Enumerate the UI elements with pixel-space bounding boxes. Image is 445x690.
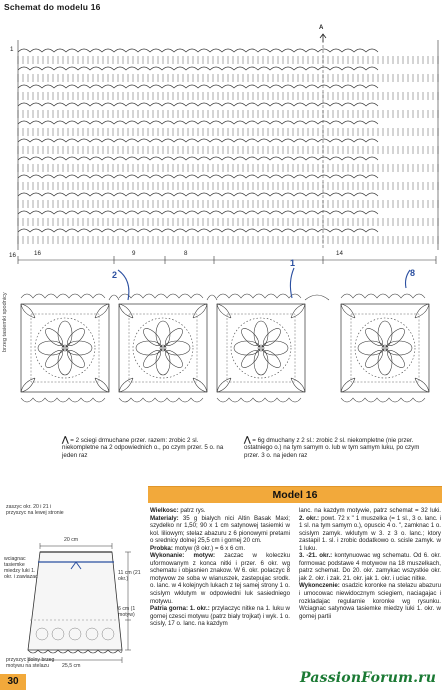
round-2-paragraph	[299, 507, 441, 552]
rounds-3-21-paragraph	[299, 552, 441, 582]
lace-rows	[18, 34, 438, 264]
top-marker: A	[319, 25, 324, 31]
stitch-count-8: 8	[184, 250, 188, 257]
round-2-label: 2. okr.:	[299, 514, 320, 522]
model-title: Model 16	[272, 489, 318, 501]
motif-label-2: 2	[112, 270, 118, 280]
row-number-1: 1	[10, 46, 14, 53]
instructions-column-1	[150, 507, 290, 628]
model-banner	[148, 486, 442, 503]
skirt-height-lower: 6 cm (1 motyw)	[118, 606, 136, 618]
legend-right	[244, 436, 434, 459]
motif-label-8: 8	[410, 268, 416, 278]
skirt-left-note: wciagnac tasiemke miedzy luki 1. okr. i zawiazac	[4, 556, 38, 580]
rounds-3-21-label: 3. -21. okr.:	[299, 552, 333, 560]
sample-paragraph	[150, 545, 290, 553]
top-part-paragraph	[150, 605, 290, 628]
puff-symbol-icon: ⋀	[244, 435, 251, 444]
instructions-column-2	[299, 507, 441, 620]
size-paragraph	[150, 507, 290, 515]
materials-paragraph	[150, 515, 290, 545]
page-title: Schemat do modelu 16	[4, 2, 101, 12]
stitch-count-16: 16	[34, 250, 41, 257]
execution-label: Wykonanie: motyw:	[150, 552, 216, 560]
round-2-text: powt. 72 x " 1 muszelka (= 1 sl., 3 o. lanc. i 1 sl. na tym samym o.), opuscic 4 o. ", zamknac 1 o. scislym zamyk. wklutym w 3. z 3 o. lanc.; ktory zastapil 1. sl. i zrobic dodatkowo o. scisle zamyk. w 1 luku.	[299, 514, 441, 552]
skirt-bottom-width: 25,5 cm	[62, 663, 81, 669]
side-label: brzeg tasiemki spodnicy	[2, 292, 8, 352]
lampshade-diagram	[0, 500, 148, 675]
stitch-count-9: 9	[132, 250, 136, 257]
stitch-count-14: 14	[336, 250, 343, 257]
execution-text: zaczac w koleczku uformowanym z konca nitki i przer. 6 okr. wg schematu i objasnien znakow. W 6. okr. polaczyc 8 motywow ze soba w wianuszek, zastepujac srodk. o. lanc. w 4 kolejnych lukach z tej samej strony 1 o. scislym wklutym w odpowiedni luk sasiedniego motywu.	[150, 552, 290, 605]
watermark: PassionForum.ru	[300, 670, 437, 686]
materials-text: 35 g bialych nici Altin Basak Maxi; szydelko nr 1,50; 90 x 1 cm satynowej tasiemki w kol. liliowym; stelaz abazuru z 6 pionowymi pretami o srednicy dolnej 25,5 cm i gornej 20 cm.	[150, 514, 290, 545]
finishing-text: osadzic koronke na stelazu abazuru i umocowac niewidocznym sciegiem, naciagajac i rozkladajac regularnie koronke wg rysunku. Wciagnac satynowa tasiemke miedzy luki 1. okr. w gornej partii	[299, 582, 441, 620]
row-number-16: 16	[9, 252, 16, 259]
skirt-bottom-note: przyszyc dolny brzeg motywu na stelazu	[6, 657, 55, 669]
round-1-continued: lanc. na kazdym motywie, patrz schemat = 32 luki.	[299, 507, 441, 514]
finishing-label: Wykonczenie:	[299, 582, 340, 590]
page-number: 30	[0, 674, 26, 690]
legend-right-text: = 6g dmuchany z 2 sl.: zrobic 2 sl. niekompletne (nie przer. ostatniego o.) na tym samym o. lub w tym samym luku, po czym przer. 3 o. na jeden raz	[244, 437, 420, 459]
top-part-text: przylaczyc nitke na 1. luku w gornej czesci motywu (patrz bialy trojkat) i wyk. 1 o. scisly, 17 o. lanc. na kazdym	[150, 605, 290, 628]
top-part-label: Patria gorna: 1. okr.:	[150, 605, 210, 613]
rounds-3-21-text: kontynuowac wg schematu. Od 6. okr. formowac podstawe 4 motywow na 18 muszelkach, patrz schemat. Do 20. okr. zamykac wszystkie okr. jak 2. okr. i zak. 21. okr. jak 1. okr. i uciac nitke.	[299, 552, 441, 582]
materials-label: Materialy:	[150, 514, 179, 522]
skirt-height-total: 11 cm (21 okr.)	[118, 570, 141, 582]
legend-left-text: = 2 sciegi drmuchane przer. razem: zrobic 2 sl. niekompletne na 2 odpowiednich o., po czym przer. 5 o. na jeden raz	[62, 437, 224, 459]
size-label: Wielkosc:	[150, 507, 179, 514]
motif-row	[21, 268, 429, 402]
size-text: patrz rys.	[178, 507, 206, 514]
cluster-symbol-icon: ⋀	[62, 435, 69, 444]
legend-left	[62, 436, 232, 459]
finishing-paragraph	[299, 582, 441, 620]
execution-paragraph	[150, 552, 290, 605]
skirt-top-note: zaszyc okr. 20 i 21 i przyszyc na lewej stronie	[6, 504, 64, 516]
motif-label-1: 1	[290, 258, 296, 268]
sample-label: Probka:	[150, 544, 173, 552]
sample-text: motyw (8 okr.) = 6 x 6 cm.	[172, 544, 246, 552]
skirt-top-width: 20 cm	[64, 537, 79, 543]
